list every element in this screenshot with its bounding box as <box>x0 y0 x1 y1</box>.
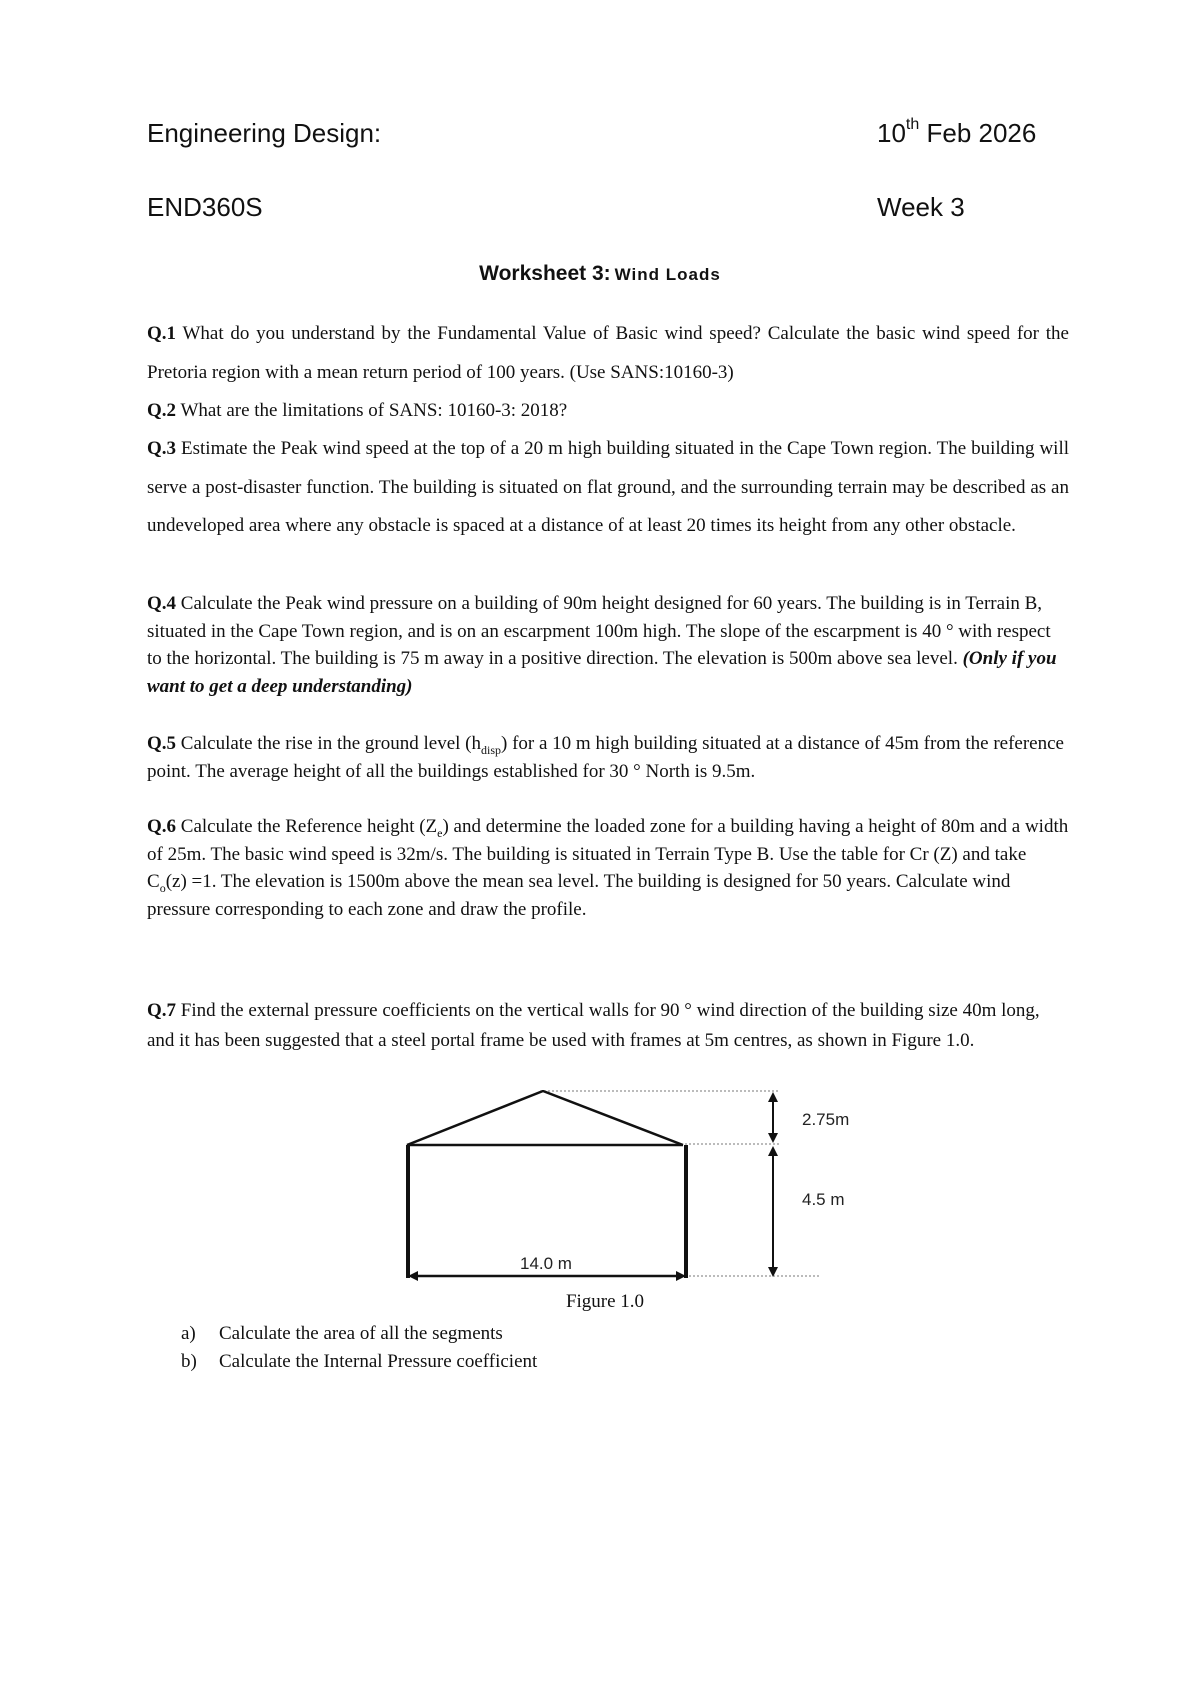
question-3-label: Q.3 <box>147 438 177 459</box>
question-4 <box>147 590 1069 700</box>
figure-caption: Figure 1.0 <box>565 1291 645 1312</box>
question-7 <box>147 996 1069 1056</box>
part-a-text: Calculate the area of all the segments <box>219 1323 503 1344</box>
wall-height-arrow-top <box>768 1146 778 1156</box>
pitched-roof <box>407 1091 683 1145</box>
question-6-text-b: ) and determine the loaded zone for a building having a height of 80m and a width of 25m. The basic wind speed is 32m/s. The building is situated in Terrain Type B. Use the table for Cr (Z) and take C <box>147 816 1069 892</box>
question-5 <box>147 730 1069 785</box>
question-6-text-c: (z) =1. The elevation is 1500m above the mean sea level. The building is designed for 50 years. Calculate wind pressure corresponding to each zone and draw the profile. <box>147 871 1011 920</box>
question-5-text-a: Calculate the rise in the ground level (h <box>176 733 481 754</box>
question-3-text: Estimate the Peak wind speed at the top of a 20 m high building situated in the Cape Town region. The building will serve a post-disaster function. The building is situated on flat ground, and the surrounding terrain may be described as an undeveloped area where any obstacle is spaced at a distance of at least 20 times its height from any other obstacle. <box>147 438 1069 536</box>
question-2 <box>147 392 1069 431</box>
course-code: END360S <box>147 192 263 222</box>
question-6 <box>147 813 1069 923</box>
date-rest: Feb 2026 <box>919 118 1037 148</box>
question-3 <box>147 430 1069 546</box>
question-6-text-a: Calculate the Reference height (Z <box>176 816 438 837</box>
portal-frame-figure <box>380 1090 850 1300</box>
width-label: 14.0 m <box>520 1254 572 1273</box>
question-5-label: Q.5 <box>147 733 177 754</box>
portal-frame-drawing <box>380 1090 840 1300</box>
question-4-label: Q.4 <box>147 593 177 614</box>
question-1 <box>147 315 1069 392</box>
question-6-sub-o: o <box>159 880 166 895</box>
worksheet-subtitle: Wind Loads <box>614 265 721 284</box>
question-5-sub: disp <box>481 742 502 757</box>
question-6-sub-e: e <box>437 825 443 840</box>
week-label: Week 3 <box>877 192 965 222</box>
part-a-label: a) <box>181 1323 196 1344</box>
question-7-text: Find the external pressure coefficients on the vertical walls for 90 ° wind direction of the building size 40m long, and it has been suggested that a steel portal frame be used with frames at 5m centres, as shown in Figure 1.0. <box>147 1000 1040 1051</box>
course-title: Engineering Design: <box>147 118 382 148</box>
question-1-text: What do you understand by the Fundamental Value of Basic wind speed? Calculate the basic wind speed for the Pretoria region with a mean return period of 100 years. (Use SANS:10160-3) <box>147 323 1069 383</box>
question-7-label: Q.7 <box>147 1000 177 1021</box>
roof-height-arrow-bottom <box>768 1133 778 1143</box>
question-2-label: Q.2 <box>147 400 177 421</box>
question-7-part-a <box>181 1320 537 1348</box>
roof-height-label: 2.75m <box>802 1110 850 1129</box>
worksheet-title <box>0 262 1200 286</box>
question-7-parts <box>181 1320 537 1376</box>
question-4-text: Calculate the Peak wind pressure on a building of 90m height designed for 60 years. The building is in Terrain B, situated in the Cape Town region, and is on an escarpment 100m high. The slope of the escarpment is 40 ° with respect to the horizontal. The building is 75 m away in a positive direction. The elevation is 500m above sea level. <box>147 593 1051 669</box>
wall-height-label: 4.5 m <box>802 1190 845 1209</box>
roof-height-arrow-top <box>768 1092 778 1102</box>
question-2-text: What are the limitations of SANS: 10160-3: 2018? <box>176 400 568 421</box>
question-4-note: (Only if you want to get a deep understanding) <box>147 648 1057 697</box>
question-5-text-b: ) for a 10 m high building situated at a distance of 45m from the reference point. The average height of all the buildings established for 30 ° North is 9.5m. <box>147 733 1064 782</box>
worksheet-title-main: Worksheet 3: <box>479 262 611 285</box>
question-1-label: Q.1 <box>147 323 177 344</box>
part-b-text: Calculate the Internal Pressure coefficient <box>219 1351 538 1372</box>
date-day: 10 <box>877 118 906 148</box>
question-6-label: Q.6 <box>147 816 177 837</box>
date-suffix: th <box>905 116 920 134</box>
worksheet-date <box>877 118 1036 148</box>
question-7-part-b <box>181 1348 537 1376</box>
part-b-label: b) <box>181 1351 197 1372</box>
